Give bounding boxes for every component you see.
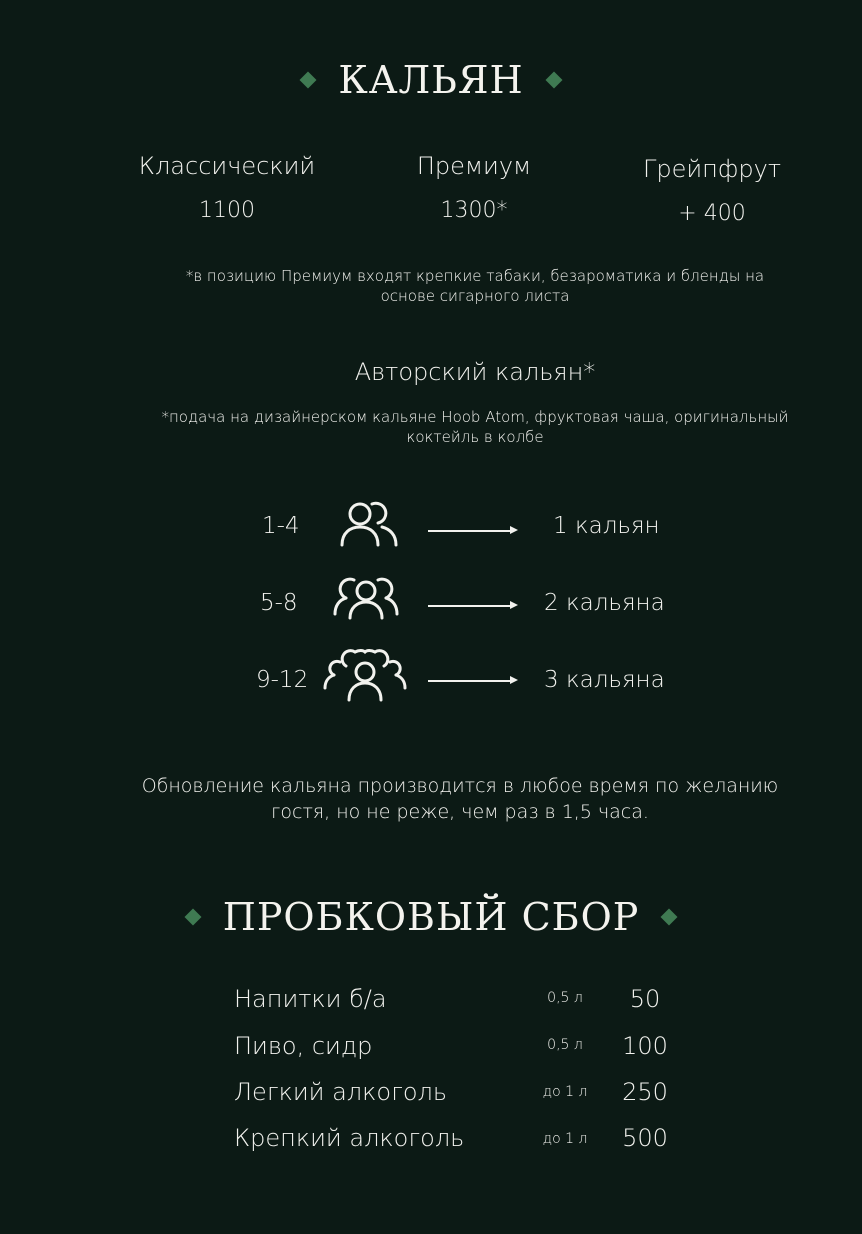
hookah-section-title (0, 58, 862, 102)
price-value: 1300* (440, 198, 508, 223)
fee-item-name: Пиво, сидр (234, 1032, 373, 1060)
diamond-icon (661, 909, 678, 926)
price-grapefruit (592, 155, 832, 226)
guests-count: 1-4 (262, 513, 300, 539)
hookah-count: 1 кальян (553, 513, 660, 539)
premium-note: *в позицию Премиум входят крепкие табаки, безароматика и бленды на основе сигарного листа (185, 267, 765, 305)
guests-count: 5-8 (260, 590, 298, 616)
fee-item-volume: до 1 л (542, 1131, 588, 1147)
price-name: Грейпфрут (643, 155, 781, 183)
hookah-count: 3 кальяна (544, 667, 665, 693)
five-people-icon (322, 648, 408, 702)
three-people-icon (332, 574, 400, 620)
diamond-icon (300, 72, 317, 89)
fee-item-name: Легкий алкоголь (234, 1078, 448, 1106)
fee-item-price: 250 (622, 1078, 668, 1106)
price-value: 1100 (199, 198, 255, 223)
price-name: Премиум (416, 152, 532, 180)
author-hookah-note: *подача на дизайнерском кальяне Hoob Atom, фруктовая чаша, оригинальный коктейль в колбе (161, 408, 789, 446)
guests-count: 9-12 (256, 667, 309, 693)
price-premium (354, 152, 594, 223)
hookah-count: 2 кальяна (544, 590, 665, 616)
fee-item-name: Напитки б/а (234, 985, 387, 1013)
fee-item-volume: до 1 л (542, 1084, 588, 1100)
hookah-title: КАЛЬЯН (338, 58, 524, 102)
fee-item-price: 100 (622, 1032, 668, 1060)
diamond-icon (184, 909, 201, 926)
fee-item-price: 50 (629, 985, 661, 1013)
price-value: + 400 (678, 201, 746, 226)
corkage-section-title (0, 895, 862, 939)
price-name: Классический (138, 152, 316, 180)
fee-item-volume: 0,5 л (547, 990, 583, 1006)
fee-item-price: 500 (622, 1124, 668, 1152)
price-classic (107, 152, 347, 223)
fee-item-name: Крепкий алкоголь (234, 1124, 465, 1152)
fee-item-volume: 0,5 л (547, 1037, 583, 1053)
corkage-title: ПРОБКОВЫЙ СБОР (222, 895, 640, 939)
author-hookah-title: Авторский кальян* (354, 358, 596, 386)
diamond-icon (545, 72, 562, 89)
renewal-note: Обновление кальяна производится в любое время по желанию гостя, но не реже, чем раз в 1,5 часа. (141, 775, 779, 823)
two-people-icon (338, 497, 400, 549)
